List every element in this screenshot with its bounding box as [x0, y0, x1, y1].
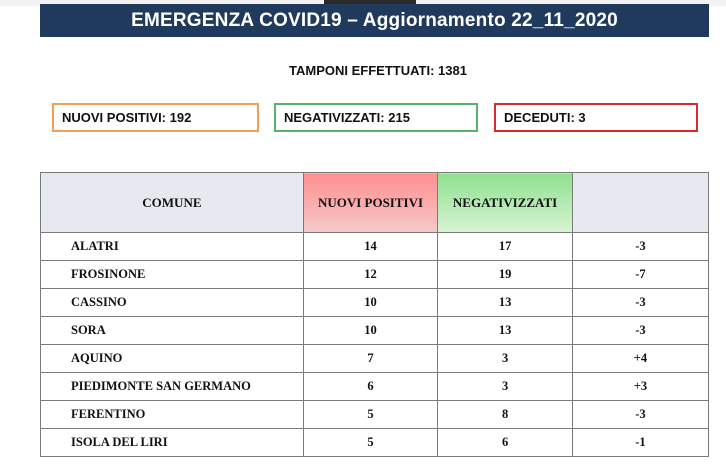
negativizzati-cell: 8	[438, 401, 573, 429]
differenza-cell: -3	[572, 317, 708, 345]
table-row	[41, 317, 709, 345]
table-header-row	[41, 173, 709, 233]
comune-cell: CASSINO	[41, 289, 304, 317]
column-header-nuovi-positivi: NUOVI POSITIVI	[303, 173, 437, 233]
differenza-cell: -3	[572, 233, 708, 261]
differenza-cell: +4	[572, 345, 708, 373]
negativizzati-cell: 3	[438, 345, 573, 373]
comune-cell: SORA	[41, 317, 304, 345]
comune-cell: ALATRI	[41, 233, 304, 261]
comune-cell: ISOLA DEL LIRI	[41, 429, 304, 457]
table-row	[41, 401, 709, 429]
table-row	[41, 429, 709, 457]
comuni-table	[40, 172, 709, 457]
comune-cell: FERENTINO	[41, 401, 304, 429]
column-header-differenza	[572, 173, 708, 233]
negativizzati-cell: 19	[438, 261, 573, 289]
differenza-cell: +3	[572, 373, 708, 401]
table-row	[41, 373, 709, 401]
negativizzati-cell: 13	[438, 317, 573, 345]
positivi-cell: 7	[303, 345, 437, 373]
tamponi-count: TAMPONI EFFETTUATI: 1381	[289, 63, 467, 78]
positivi-cell: 10	[303, 289, 437, 317]
differenza-cell: -3	[572, 289, 708, 317]
positivi-cell: 14	[303, 233, 437, 261]
table-row	[41, 233, 709, 261]
nuovi-positivi-box	[52, 103, 259, 132]
negativizzati-cell: 17	[438, 233, 573, 261]
positivi-cell: 12	[303, 261, 437, 289]
table-row	[41, 261, 709, 289]
differenza-cell: -7	[572, 261, 708, 289]
comune-cell: AQUINO	[41, 345, 304, 373]
positivi-cell: 10	[303, 317, 437, 345]
header-title-bar	[40, 4, 709, 37]
positivi-cell: 5	[303, 429, 437, 457]
negativizzati-cell: 13	[438, 289, 573, 317]
nuovi-positivi-label: NUOVI POSITIVI: 192	[62, 110, 192, 125]
column-header-comune: COMUNE	[41, 173, 304, 233]
comune-cell: PIEDIMONTE SAN GERMANO	[41, 373, 304, 401]
comune-cell: FROSINONE	[41, 261, 304, 289]
table-row	[41, 345, 709, 373]
negativizzati-cell: 3	[438, 373, 573, 401]
positivi-cell: 6	[303, 373, 437, 401]
positivi-cell: 5	[303, 401, 437, 429]
negativizzati-label: NEGATIVIZZATI: 215	[284, 110, 410, 125]
table-row	[41, 289, 709, 317]
differenza-cell: -3	[572, 401, 708, 429]
column-header-negativizzati: NEGATIVIZZATI	[438, 173, 573, 233]
differenza-cell: -1	[572, 429, 708, 457]
deceduti-label: DECEDUTI: 3	[504, 110, 586, 125]
negativizzati-cell: 6	[438, 429, 573, 457]
page-title: EMERGENZA COVID19 – Aggiornamento 22_11_2020	[131, 9, 618, 31]
deceduti-box	[494, 103, 698, 132]
negativizzati-box	[274, 103, 478, 132]
